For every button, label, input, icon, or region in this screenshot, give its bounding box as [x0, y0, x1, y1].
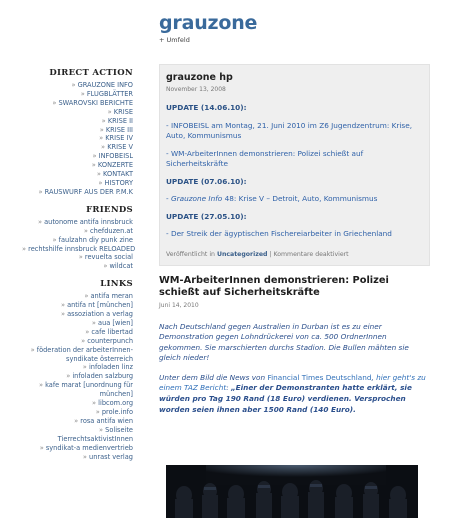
category-link[interactable]: Uncategorized — [216, 250, 268, 258]
links-list — [22, 292, 133, 461]
post-link-infobeisl[interactable]: - INFOBEISL am Montag, 21. Juni 2010 im Z6 Jugendzentrum: Krise, Auto, Kommunismus — [166, 120, 413, 140]
bullet-icon: » — [99, 134, 106, 143]
links-item[interactable] — [22, 408, 133, 417]
direct-action-item-label: RAUSWURF AUS DER P.M.K — [44, 187, 133, 196]
update-heading: UPDATE (14.06.10): — [166, 103, 247, 112]
bullet-icon: » — [92, 399, 99, 408]
links-item-label: Soliseite TierrechtsaktivistInnen — [57, 425, 133, 443]
post-link-grauzone-info[interactable] — [166, 194, 423, 205]
friends-item-label: chefduzen.at — [90, 226, 133, 235]
links-item[interactable] — [22, 444, 133, 453]
sticky-post — [159, 64, 430, 266]
links-item-label: infoladen linz — [88, 363, 133, 372]
bullet-icon: » — [103, 262, 110, 271]
links-item-label: föderation der arbeiterInnen-syndikate österreich — [36, 345, 133, 363]
friends-item[interactable] — [22, 218, 133, 227]
friends-item-label: wildcat — [109, 262, 133, 271]
post-link-wm[interactable]: - WM-ArbeiterInnen demonstrieren: Polizei schießt auf Sicherheitskräfte — [166, 148, 364, 168]
direct-action-item[interactable] — [22, 99, 133, 108]
friends-item[interactable] — [22, 253, 133, 262]
direct-action-item[interactable] — [22, 126, 133, 135]
links-item-label: kafe marat [unordnung für münchen] — [45, 381, 133, 399]
bullet-icon: » — [60, 301, 68, 310]
comments-status: Kommentare deaktiviert — [273, 250, 349, 258]
direct-action-item[interactable] — [22, 81, 133, 90]
taz-link[interactable]: hier geht's zu einem TAZ Bericht — [159, 372, 426, 393]
links-item[interactable] — [22, 372, 133, 381]
bullet-icon: » — [107, 107, 114, 116]
links-item[interactable] — [22, 381, 133, 399]
links-item[interactable] — [22, 363, 133, 372]
direct-action-item[interactable] — [22, 188, 133, 197]
bullet-icon: » — [99, 425, 106, 434]
links-item[interactable] — [22, 337, 133, 346]
direct-action-item[interactable] — [22, 117, 133, 126]
links-item[interactable] — [22, 310, 133, 319]
main-content — [159, 64, 430, 424]
direct-action-item-label: SWAROVSKI BERICHTE — [58, 98, 133, 107]
links-item[interactable] — [22, 426, 133, 444]
bullet-icon: » — [82, 452, 90, 461]
direct-action-item-label: KRISE III — [105, 125, 133, 134]
bullet-icon: » — [80, 89, 87, 98]
sidebar — [22, 68, 136, 469]
direct-action-item[interactable] — [22, 90, 133, 99]
direct-action-item-label: HISTORY — [104, 178, 133, 187]
link-italic-part: Grauzone Info — [170, 194, 223, 203]
direct-action-item[interactable] — [22, 170, 133, 179]
bullet-icon: » — [52, 235, 59, 244]
links-heading: LINKS — [100, 279, 133, 290]
para-text: Unter dem Bild die News von — [159, 372, 268, 382]
bullet-icon: » — [39, 443, 46, 452]
bullet-icon: » — [96, 170, 104, 179]
bullet-icon: » — [91, 318, 99, 327]
bullet-icon: » — [101, 116, 108, 125]
direct-action-item-label: KONZERTE — [97, 161, 133, 170]
links-item[interactable] — [22, 399, 133, 408]
direct-action-item-label: FLUGBLÄTTER — [86, 89, 133, 98]
links-item[interactable] — [22, 328, 133, 337]
links-item-label: libcom.org — [98, 399, 133, 408]
links-item[interactable] — [22, 346, 133, 364]
quote-text: „Einer der Demonstranten hatte erklärt, sie würden pro Tag 190 Rand (18 Euro) verdienen. Versprochen worden seien ihnen aber 1500 Rand (140 Euro). — [159, 383, 412, 414]
friends-heading: FRIENDS — [86, 204, 133, 215]
article-post — [159, 275, 430, 416]
bullet-icon: » — [71, 81, 78, 89]
links-item-label: infoladen salzburg — [72, 372, 133, 381]
para-text: : — [226, 383, 231, 393]
post-link-streik[interactable]: - Der Streik der ägyptischen Fischereiarbeiter in Griechenland — [166, 229, 392, 238]
direct-action-item-label: INFOBEISL — [98, 152, 133, 161]
ftd-link[interactable]: Financial Times Deutschland — [267, 372, 372, 382]
post-meta — [166, 250, 423, 259]
links-item[interactable] — [22, 453, 133, 462]
post-title[interactable]: WM-ArbeiterInnen demonstrieren: Polizei schießt auf Sicherheitskräfte — [159, 274, 389, 298]
bullet-icon: » — [85, 327, 92, 336]
bullet-icon: » — [92, 152, 99, 161]
bullet-icon: » — [38, 187, 45, 196]
direct-action-item[interactable] — [22, 161, 133, 170]
direct-action-item-label: KONTAKT — [103, 170, 133, 179]
friends-item-label: autonome antifa innsbruck — [44, 217, 133, 226]
links-item[interactable] — [22, 301, 133, 310]
site-description: + Umfeld — [159, 36, 190, 44]
direct-action-item[interactable] — [22, 152, 133, 161]
friends-item[interactable] — [22, 244, 136, 254]
friends-item-label: revuelta social — [84, 253, 133, 262]
para-text: , — [371, 372, 377, 382]
links-item-label: prole.info — [101, 408, 133, 416]
meta-prefix: Veröffentlicht in — [166, 250, 217, 258]
direct-action-item[interactable] — [22, 179, 133, 188]
bullet-icon: » — [60, 310, 68, 319]
paragraph — [159, 373, 430, 415]
post-content — [159, 322, 430, 416]
links-item[interactable] — [22, 319, 133, 328]
links-item-label: aua [wien] — [98, 318, 133, 327]
bullet-icon: » — [66, 372, 73, 381]
bullet-icon: » — [81, 336, 88, 345]
direct-action-item-label: KRISE — [113, 107, 133, 116]
links-item-label: syndikat-a medienvertrieb — [45, 443, 133, 452]
bullet-icon: » — [38, 381, 46, 390]
links-item-label: rosa antifa wien — [80, 416, 133, 425]
links-item-label: antifa meran — [90, 292, 133, 301]
links-item-label: counterpunch — [87, 336, 133, 345]
direct-action-heading: DIRECT ACTION — [49, 68, 133, 78]
links-item-label: unrast verlag — [89, 452, 133, 461]
direct-action-item[interactable] — [22, 134, 133, 143]
post-date: November 13, 2008 — [166, 86, 226, 93]
links-item[interactable] — [22, 417, 133, 426]
bullet-icon: » — [84, 292, 91, 301]
bullet-icon: » — [52, 98, 59, 107]
bullet-icon: » — [22, 244, 29, 253]
bullet-icon: » — [91, 161, 98, 170]
links-item-label: cafe libertad — [91, 327, 133, 336]
friends-item[interactable] — [22, 236, 133, 245]
post-date: Juni 14, 2010 — [159, 301, 199, 309]
friends-item[interactable] — [22, 227, 133, 236]
friends-item[interactable] — [22, 262, 133, 271]
direct-action-item-label: GRAUZONE INFO — [77, 81, 133, 89]
direct-action-item-label: KRISE II — [107, 116, 133, 125]
bullet-icon: » — [98, 178, 105, 187]
direct-action-item-label: KRISE V — [107, 143, 133, 152]
bullet-icon: » — [82, 363, 89, 372]
bullet-icon: » — [101, 143, 108, 152]
friends-item-label: faulzahn diy punk zine — [58, 235, 133, 244]
links-item-label: assoziation a verlag — [67, 310, 133, 319]
site-title[interactable]: grauzone — [159, 12, 258, 34]
friends-item-label: rechtshilfe innsbruck RELOADED — [28, 244, 136, 253]
post-content — [166, 103, 423, 240]
paragraph: Nach Deutschland gegen Australien in Durban ist es zu einer Demonstration gegen Lohndrückerei von ca. 500 OrdnerInnen gekommen. Sie marschierten durchs Stadion. Die Bullen mähten sie gleich nieder! — [159, 321, 409, 363]
links-item-label: antifa nt [münchen] — [67, 301, 133, 310]
direct-action-list — [22, 81, 133, 197]
direct-action-item-label: KRISE IV — [105, 134, 133, 143]
links-item[interactable] — [22, 292, 133, 301]
direct-action-item[interactable] — [22, 108, 133, 117]
post-title[interactable]: grauzone hp — [166, 72, 233, 83]
bullet-icon: » — [74, 416, 81, 425]
bullet-icon: » — [78, 253, 85, 262]
bullet-icon: » — [99, 125, 106, 134]
link-prefix: - — [166, 194, 171, 203]
bullet-icon: » — [95, 408, 102, 416]
meta-separator: | — [267, 250, 274, 258]
friends-list — [22, 217, 136, 271]
crowd-image-illustration — [166, 465, 418, 518]
direct-action-item[interactable] — [22, 143, 133, 152]
site-header — [159, 12, 257, 44]
update-heading: UPDATE (27.05.10): — [166, 211, 247, 221]
link-rest: 48: Krise V – Detroit, Auto, Kommunismus — [222, 194, 378, 203]
post-photo — [166, 465, 418, 518]
bullet-icon: » — [30, 345, 37, 354]
update-heading: UPDATE (07.06.10): — [166, 176, 247, 186]
bullet-icon: » — [37, 217, 45, 226]
bullet-icon: » — [83, 226, 91, 235]
